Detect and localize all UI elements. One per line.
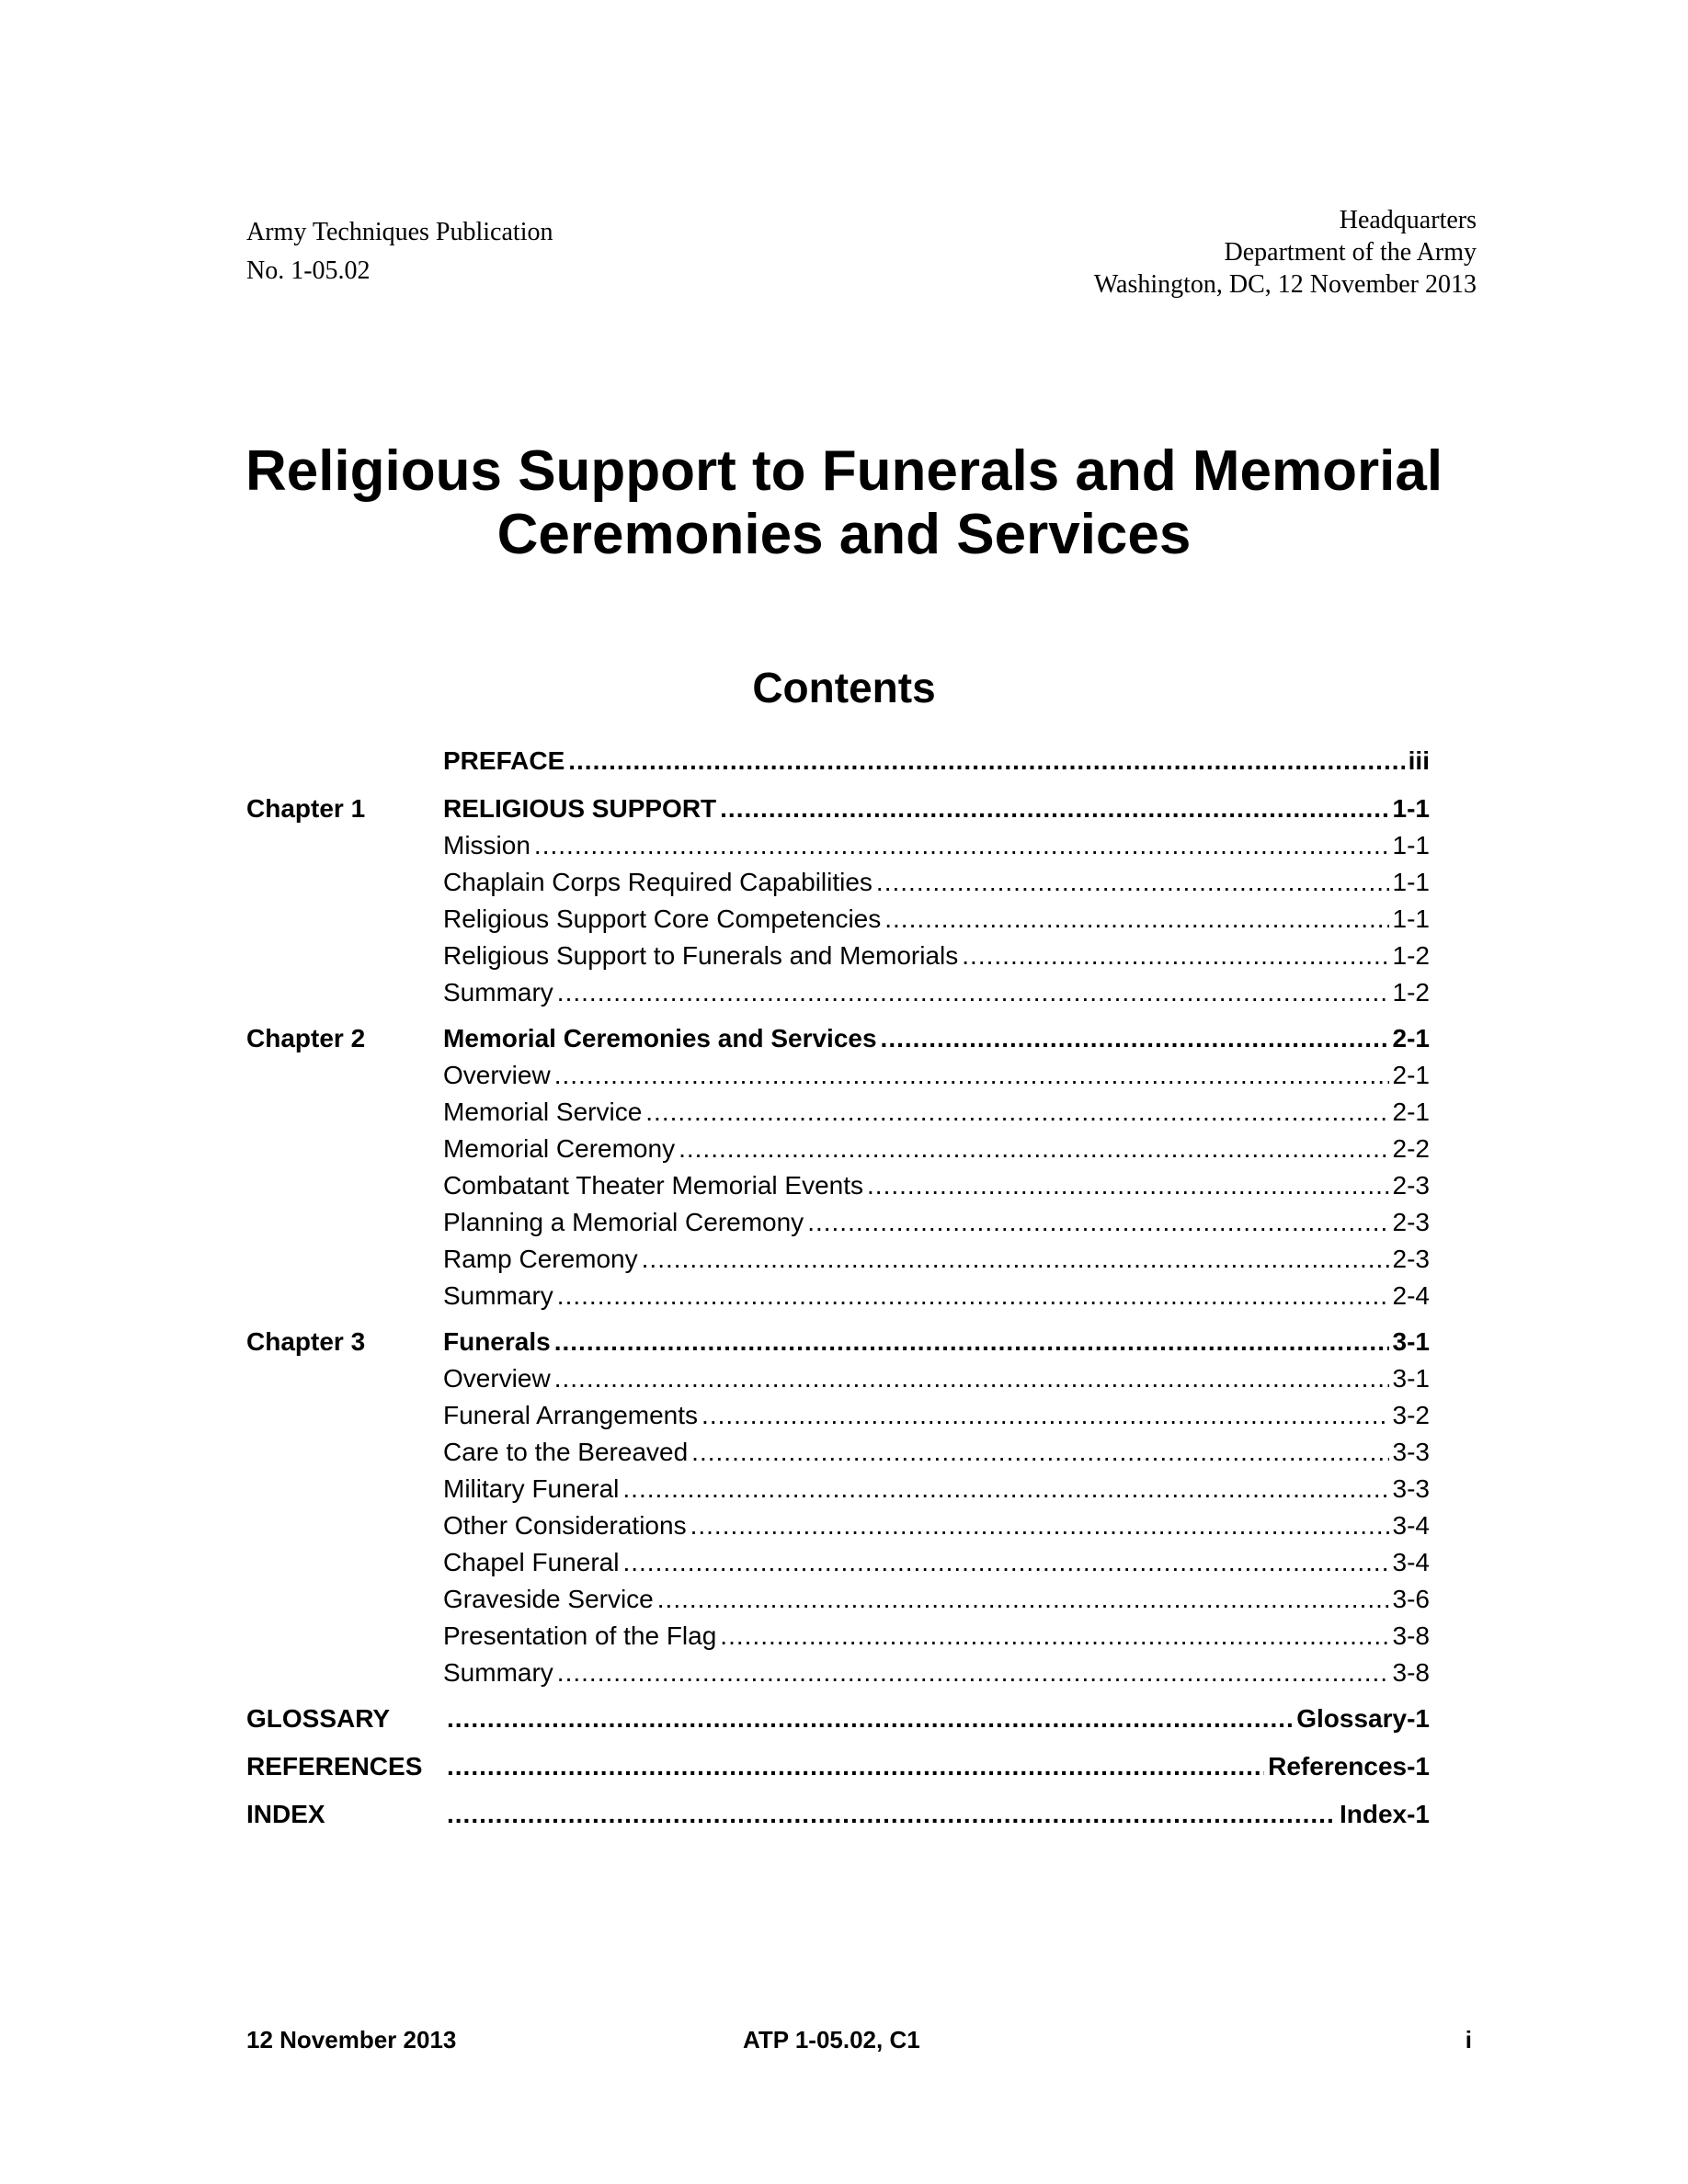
toc-entry-page: 3-8 xyxy=(1392,1658,1430,1687)
toc-entry[interactable] xyxy=(443,1020,1430,1057)
toc-entry[interactable] xyxy=(443,1204,1430,1241)
toc-entry[interactable] xyxy=(443,1397,1430,1434)
toc-dot-leader xyxy=(557,1278,1389,1314)
toc-dot-leader xyxy=(642,1241,1389,1278)
authority-line: Department of the Army xyxy=(1224,238,1477,267)
toc-entry[interactable] xyxy=(443,791,1430,827)
toc-dot-leader xyxy=(622,1544,1388,1581)
toc-entry-page: 1-1 xyxy=(1392,868,1430,896)
toc-group-label: INDEX xyxy=(246,1800,325,1828)
toc-entry-page: Glossary-1 xyxy=(1296,1704,1430,1733)
toc-dot-leader xyxy=(557,974,1389,1011)
toc-entry-page: 3-8 xyxy=(1392,1621,1430,1650)
authority-line: Washington, DC, 12 November 2013 xyxy=(1093,270,1477,299)
document-title xyxy=(0,439,1688,566)
toc-entry[interactable] xyxy=(443,901,1430,938)
toc-entry-page: 2-2 xyxy=(1392,1134,1430,1163)
toc-entry[interactable] xyxy=(443,1434,1430,1471)
toc-entry-title: Memorial Ceremony xyxy=(443,1134,676,1163)
toc-entry-page: 3-2 xyxy=(1392,1401,1430,1429)
toc-dot-leader xyxy=(690,1507,1389,1544)
toc-dot-leader xyxy=(881,1020,1389,1057)
toc-entry-page: 3-1 xyxy=(1392,1327,1430,1356)
toc-entry[interactable] xyxy=(443,1360,1430,1397)
toc-entry-page: References-1 xyxy=(1268,1752,1430,1780)
toc-entry[interactable] xyxy=(443,1581,1430,1618)
toc-dot-leader xyxy=(534,827,1389,864)
toc-dot-leader xyxy=(622,1471,1388,1507)
toc-entries xyxy=(443,1324,1430,1691)
toc-entry[interactable] xyxy=(443,1507,1430,1544)
toc-dot-leader xyxy=(447,1701,1293,1737)
toc-entries xyxy=(443,1796,1430,1833)
toc-entry-title: RELIGIOUS SUPPORT xyxy=(443,794,717,823)
publication-number: No. 1-05.02 xyxy=(246,256,371,285)
toc-entry[interactable] xyxy=(443,827,1430,864)
toc-entry-title: Graveside Service xyxy=(443,1585,654,1613)
toc-entries xyxy=(443,1701,1430,1737)
toc-entry[interactable] xyxy=(443,1618,1430,1655)
toc-entry[interactable] xyxy=(443,1167,1430,1204)
toc-entry[interactable] xyxy=(443,1324,1430,1360)
toc-dot-leader xyxy=(720,791,1388,827)
toc-entry-title: Care to the Bereaved xyxy=(443,1438,689,1466)
toc-entry[interactable] xyxy=(443,1471,1430,1507)
toc-entry-page: 2-1 xyxy=(1392,1061,1430,1089)
toc-dot-leader xyxy=(701,1397,1388,1434)
toc-entry-title: Summary xyxy=(443,978,553,1007)
toc-entry[interactable] xyxy=(443,1131,1430,1167)
toc-entry-page: 1-1 xyxy=(1392,794,1430,823)
toc-entry-title: Religious Support to Funerals and Memorials xyxy=(443,941,959,970)
toc-entry-title: Summary xyxy=(443,1658,553,1687)
toc-dot-leader xyxy=(867,1167,1389,1204)
toc-group xyxy=(246,743,1430,779)
toc-dot-leader xyxy=(884,901,1388,938)
toc-dot-leader xyxy=(691,1434,1388,1471)
toc-entry-title: Presentation of the Flag xyxy=(443,1621,717,1650)
toc-entry-title: Overview xyxy=(443,1061,551,1089)
toc-dot-leader xyxy=(447,1748,1264,1785)
toc-entry-title: Memorial Service xyxy=(443,1098,643,1126)
toc-group xyxy=(246,1796,1430,1833)
table-of-contents xyxy=(246,743,1430,1844)
footer-date: 12 November 2013 xyxy=(246,2026,457,2053)
toc-entry[interactable] xyxy=(443,938,1430,974)
toc-dot-leader xyxy=(554,1324,1389,1360)
toc-group xyxy=(246,1701,1430,1737)
publication-type: Army Techniques Publication xyxy=(246,218,553,246)
toc-entry-page: 2-4 xyxy=(1392,1281,1430,1310)
toc-entry[interactable] xyxy=(443,1278,1430,1314)
toc-entry-page: Index-1 xyxy=(1339,1800,1430,1828)
toc-entries xyxy=(443,743,1430,779)
toc-dot-leader xyxy=(720,1618,1388,1655)
toc-group xyxy=(246,1020,1430,1314)
toc-entry-title: Chapel Funeral xyxy=(443,1548,620,1576)
toc-entries xyxy=(443,791,1430,1011)
toc-dot-leader xyxy=(679,1131,1388,1167)
toc-entry-title: Other Considerations xyxy=(443,1511,687,1540)
toc-dot-leader xyxy=(645,1094,1388,1131)
toc-entry[interactable] xyxy=(443,864,1430,901)
footer-page-number: i xyxy=(1465,2026,1472,2053)
toc-entry-title: Religious Support Core Competencies xyxy=(443,904,882,933)
title-line: Religious Support to Funerals and Memorial xyxy=(245,439,1443,503)
toc-entry[interactable] xyxy=(443,974,1430,1011)
toc-entry[interactable] xyxy=(443,1544,1430,1581)
toc-entry[interactable] xyxy=(443,1701,1430,1737)
toc-entry[interactable] xyxy=(443,1655,1430,1691)
toc-entry[interactable] xyxy=(443,1241,1430,1278)
toc-dot-leader xyxy=(807,1204,1388,1241)
toc-entry-page: 2-1 xyxy=(1392,1098,1430,1126)
toc-entry-title: Military Funeral xyxy=(443,1474,620,1503)
toc-entry-page: 3-3 xyxy=(1392,1438,1430,1466)
publication-designation xyxy=(246,213,553,290)
toc-entry[interactable] xyxy=(443,1057,1430,1094)
contents-heading: Contents xyxy=(752,664,936,711)
toc-entries xyxy=(443,1748,1430,1785)
toc-entry-page: 3-3 xyxy=(1392,1474,1430,1503)
toc-entry-title: Chaplain Corps Required Capabilities xyxy=(443,868,873,896)
toc-entry-title: Combatant Theater Memorial Events xyxy=(443,1171,864,1200)
toc-entry-title: PREFACE xyxy=(443,746,565,775)
toc-entry-title: Funerals xyxy=(443,1327,551,1356)
toc-entry-page: 3-4 xyxy=(1392,1548,1430,1576)
toc-entry-title: Summary xyxy=(443,1281,553,1310)
toc-dot-leader xyxy=(447,1796,1336,1833)
issuing-authority xyxy=(1094,204,1477,301)
toc-entry-page: 3-6 xyxy=(1392,1585,1430,1613)
toc-group-label: GLOSSARY xyxy=(246,1704,391,1733)
toc-dot-leader xyxy=(554,1057,1389,1094)
toc-entry-title: Planning a Memorial Ceremony xyxy=(443,1208,804,1236)
toc-group-label: Chapter 3 xyxy=(246,1327,366,1356)
toc-dot-leader xyxy=(554,1360,1389,1397)
toc-group-label xyxy=(246,743,443,779)
toc-entry-page: iii xyxy=(1408,746,1430,775)
toc-entry[interactable] xyxy=(443,1094,1430,1131)
toc-group xyxy=(246,791,1430,1011)
toc-entry-page: 2-3 xyxy=(1392,1208,1430,1236)
toc-entry-page: 1-1 xyxy=(1392,831,1430,859)
toc-group-label: Chapter 2 xyxy=(246,1024,366,1052)
toc-entry-page: 1-1 xyxy=(1392,904,1430,933)
toc-entry[interactable] xyxy=(443,1796,1430,1833)
toc-entries xyxy=(443,1020,1430,1314)
toc-entry[interactable] xyxy=(443,1748,1430,1785)
toc-entry-title: Overview xyxy=(443,1364,551,1393)
toc-entry-page: 1-2 xyxy=(1392,978,1430,1007)
title-line: Ceremonies and Services xyxy=(496,503,1192,566)
toc-entry-title: Memorial Ceremonies and Services xyxy=(443,1024,877,1052)
toc-entry-page: 3-1 xyxy=(1392,1364,1430,1393)
toc-entry-page: 1-2 xyxy=(1392,941,1430,970)
toc-group xyxy=(246,1324,1430,1691)
toc-entry-title: Funeral Arrangements xyxy=(443,1401,699,1429)
toc-dot-leader xyxy=(657,1581,1389,1618)
footer-doc-id: ATP 1-05.02, C1 xyxy=(743,2026,920,2053)
toc-group xyxy=(246,1748,1430,1785)
toc-entry-page: 2-3 xyxy=(1392,1245,1430,1273)
toc-dot-leader xyxy=(876,864,1389,901)
toc-dot-leader xyxy=(557,1655,1389,1691)
toc-dot-leader xyxy=(962,938,1388,974)
toc-entry-page: 3-4 xyxy=(1392,1511,1430,1540)
page-footer xyxy=(246,2026,1472,2059)
toc-dot-leader xyxy=(568,743,1404,779)
toc-group-label: REFERENCES xyxy=(246,1752,423,1780)
toc-entry-page: 2-3 xyxy=(1392,1171,1430,1200)
authority-line: Headquarters xyxy=(1339,206,1477,234)
toc-entry-page: 2-1 xyxy=(1392,1024,1430,1052)
toc-entry-title: Mission xyxy=(443,831,530,859)
toc-group-label: Chapter 1 xyxy=(246,794,366,823)
toc-entry-title: Ramp Ceremony xyxy=(443,1245,638,1273)
toc-entry[interactable] xyxy=(443,743,1430,779)
